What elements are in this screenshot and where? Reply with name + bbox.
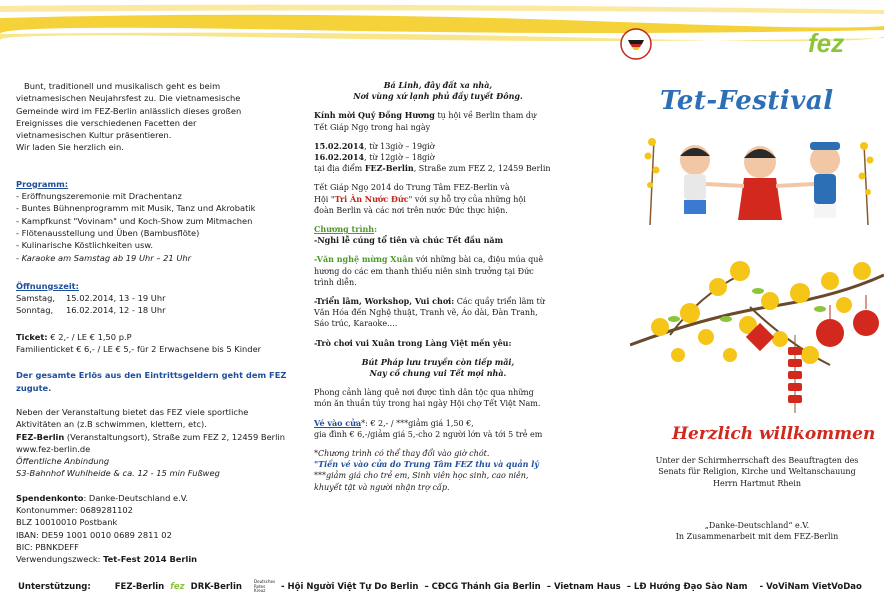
apricot-blossom-icon	[630, 235, 884, 415]
program-heading	[314, 224, 562, 235]
sponsor-item: DRK-Berlin	[190, 582, 242, 592]
konto-line: IBAN: DE59 1001 0010 0689 2811 02	[16, 529, 172, 540]
patronage-line: Senats für Religion, Kirche und Weltanschauung	[658, 467, 856, 477]
emblem-icon	[620, 28, 652, 60]
family-ticket: Familienticket € 6,- / LE € 5,- für 2 Erwachsene bis 5 Kinder	[16, 344, 262, 355]
poem-line: Bá Linh, đây đất xa nhà,	[383, 80, 493, 90]
sponsor-item: – LĐ Hướng Đạo Sào Nam	[626, 582, 748, 592]
list-item: - Kampfkunst "Vovinam" und Koch-Show zum Mitmachen	[16, 215, 253, 226]
invite-line2: Tết Giáp Ngọ trong hai ngày	[314, 122, 431, 132]
phong-canh-line: Phong cảnh làng quê nơi được tình dân tộc qua những	[314, 388, 534, 398]
intro-line: vietnamesischen Neujahrsfest zu. Die vietnamesische	[16, 93, 241, 104]
anbindung-line: S3-Bahnhof Wuhlheide & ca. 12 - 15 min Fußweg	[16, 468, 220, 479]
phong-canh-line: món ăn thuần túy trong hai ngày Hội chợ Tết Việt Nam.	[314, 399, 541, 409]
note-line: ***giảm giá cho trẻ em, Sinh viên học sinh, cao niên,	[314, 471, 529, 481]
date-rest: , từ 13giờ – 19giờ	[364, 141, 435, 151]
note-line: khuyết tật và người nhận trợ cấp.	[314, 482, 450, 492]
spenden-value: : Danke-Deutschland e.V.	[83, 492, 188, 503]
list-item: - Buntes Bühnenprogramm mit Musik, Tanz und Akrobatik	[16, 203, 256, 214]
opening-time: 15.02.2014, 13 - 19 Uhr	[66, 293, 166, 304]
org-pre: Hội "	[314, 194, 335, 204]
item-rest: với những bài ca, điệu múa quê	[413, 255, 544, 265]
patronage-text	[630, 455, 884, 489]
ticket-label: Ticket:	[16, 331, 48, 342]
patronage-line: Unter der Schirmherrschaft des Beauftragten des	[655, 456, 859, 465]
item-line: hương do các em thanh thiếu niên sinh trưởng tại Đức	[314, 266, 534, 276]
neben-line: Neben der Veranstaltung bietet das FEZ viele sportliche	[16, 406, 249, 417]
item-line: Văn Hóa đến Nghệ thuật, Tranh vẽ, Áo dài, Đàn Tranh,	[314, 308, 538, 318]
program-item	[314, 254, 562, 265]
sponsor-item: FEZ-Berlin	[114, 582, 165, 592]
intro-line: Wir laden Sie herzlich ein.	[16, 142, 124, 153]
opening-row	[16, 292, 298, 304]
vietnamese-column	[314, 80, 562, 493]
program-item	[314, 296, 562, 307]
list-item: - Karaoke am Samstag ab 19 Uhr – 21 Uhr	[16, 252, 192, 263]
ticket-line	[16, 331, 298, 343]
note-line: "Tiền vé vào cửa do Trung Tâm FEZ thu và quản lý	[314, 459, 539, 470]
drk-small-text	[254, 580, 275, 594]
opening-day: Sonntag,	[16, 305, 54, 316]
org-line: đoàn Berlin và các nơi trên nước Đức thực hiện.	[314, 205, 508, 215]
place-bold: FEZ-Berlin	[364, 163, 414, 174]
sponsor-item: - Hội Người Việt Tự Do Berlin	[281, 582, 419, 592]
german-column	[16, 80, 298, 566]
drk-word: Kreuz	[254, 588, 266, 594]
erloes-note: Der gesamte Erlös aus den Eintrittsgeldern geht dem FEZ zugute.	[16, 370, 287, 393]
drk-word: Deutsches	[254, 579, 276, 585]
partner-text	[630, 520, 884, 543]
item-rest: Các quầy triển lãm từ	[454, 297, 545, 307]
org-red: Tri Ân Nước Đức	[334, 193, 409, 204]
program-item: -Trò chơi vui Xuân trong Làng Việt mến yêu:	[314, 337, 512, 348]
date-bold: 16.02.2014	[314, 152, 365, 163]
intro-line: vietnamesischen Kultur präsentieren.	[16, 130, 172, 141]
org-line	[314, 194, 562, 205]
program-colon: :	[374, 224, 378, 235]
program-item: -Nghi lễ cúng tổ tiên và chúc Tết đầu năm	[314, 235, 504, 246]
date-line	[314, 152, 562, 163]
anbindung-line: Öffentliche Anbindung	[16, 456, 110, 467]
list-item: - Flötenausstellung und Üben (Bambusflöte)	[16, 227, 200, 238]
opening-day: Samstag,	[16, 293, 55, 304]
intro-text	[16, 80, 298, 92]
ticket-value: € 2,- / LE € 1,50 p.P	[47, 331, 132, 342]
org-line: Tết Giáp Ngọ 2014 do Trung Tâm FEZ-Berlin và	[314, 183, 510, 193]
invite-bold: Kính mời Quý Đồng Hương	[314, 110, 435, 121]
list-item: - Kulinarische Köstlichkeiten usw.	[16, 240, 153, 251]
item-line: trình diễn.	[314, 277, 357, 287]
partner-line: In Zusammenarbeit mit dem FEZ-Berlin	[675, 532, 839, 542]
konto-line: Kontonummer: 0689281102	[16, 505, 133, 516]
place-pre: tại địa điểm	[314, 164, 365, 174]
ticket-line	[314, 418, 562, 429]
neben-line: Aktivitäten an (z.B schwimmen, klettern, etc).	[16, 419, 207, 430]
date-bold: 15.02.2014	[314, 140, 365, 151]
spendenkonto	[16, 492, 298, 504]
programm-list	[16, 190, 298, 264]
fez-address-rest: (Veranstaltungsort), Straße zum FEZ 2, 12459 Berlin	[64, 431, 285, 442]
footer-label: Unterstützung:	[18, 582, 91, 592]
fez-small-logo: fez	[170, 582, 185, 592]
intro-line: Gemeinde wird im FEZ-Berlin anlässlich dieses großen	[16, 105, 242, 116]
fez-address-name: FEZ-Berlin	[16, 431, 65, 442]
website-link[interactable]: www.fez-berlin.de	[16, 443, 91, 454]
zweck-label: Verwendungszweck:	[16, 554, 104, 565]
children-illustration-icon	[640, 130, 880, 230]
item-bold: -Văn nghệ mừng Xuân	[314, 254, 414, 265]
zweck-value: Tet-Fest 2014 Berlin	[103, 554, 198, 565]
patronage-line: Herrn Hartmut Rhein	[713, 478, 801, 488]
opening-time: 16.02.2014, 12 - 18 Uhr	[66, 305, 166, 316]
program-title: Chương trình	[314, 224, 375, 235]
welcome-heading: Herzlich willkommen	[672, 424, 876, 444]
oeffnung-heading: Öffnungszeit:	[16, 280, 79, 291]
intro-line: Bunt, traditionell und musikalisch geht es beim	[24, 81, 221, 91]
drk-word: Rotes	[254, 583, 266, 589]
spenden-label: Spendenkonto	[16, 492, 84, 503]
zweck-line	[16, 553, 298, 565]
place-line	[314, 163, 562, 174]
sponsor-item: - VoViNam VietVoDao	[759, 582, 862, 592]
item-bold: -Triển lãm, Workshop, Vui chơi:	[314, 296, 455, 307]
poem-line: Nơi vùng xứ lạnh phủ đầy tuyết Đông.	[353, 91, 523, 102]
invite-line	[314, 110, 562, 121]
list-item: - Eröffnungszeremonie mit Drachentanz	[16, 191, 182, 202]
ticket-line2: gia đình € 6,-/giảm giá 5,-cho 2 người lớn và tới 5 trẻ em	[314, 429, 543, 439]
fez-logo: fez	[808, 28, 845, 58]
header-banner	[0, 0, 884, 62]
date-rest: , từ 12giờ – 18giờ	[364, 153, 435, 163]
sponsor-footer	[18, 580, 868, 594]
konto-line: BLZ 10010010 Postbank	[16, 517, 118, 528]
invite-rest: tụ hội về Berlin tham dự	[434, 111, 537, 121]
place-rest: , Straße zum FEZ 2, 12459 Berlin	[413, 164, 551, 174]
festival-title: Tet-Festival	[660, 86, 834, 116]
opening-row	[16, 304, 298, 316]
ve-label: Vé vào cửa	[314, 417, 362, 428]
poem-line: Nay cố chung vui Tết mọi nhà.	[369, 368, 507, 379]
fez-address	[16, 431, 298, 443]
partner-line: „Danke-Deutschland“ e.V.	[704, 521, 810, 530]
note-line: *Chương trình có thể thay đổi vào giờ chót.	[314, 449, 490, 459]
org-post: " với sự hỗ trợ của những hội	[408, 194, 526, 204]
konto-line: BIC: PBNKDEFF	[16, 541, 79, 552]
sponsor-item: – Vietnam Haus	[546, 582, 621, 592]
ve-rest: *: € 2,- / ***giảm giá 1,50 €,	[361, 418, 474, 428]
intro-line: Ereignisses die verschiedenen Facetten der	[16, 117, 197, 128]
poem-line: Bút Pháp lưu truyền còn tiếp mãi,	[361, 356, 515, 367]
item-line: Sáo trúc, Karaoke....	[314, 319, 398, 329]
date-line	[314, 141, 562, 152]
programm-heading: Programm:	[16, 178, 69, 189]
sponsor-item: – CĐCG Thánh Gia Berlin	[424, 582, 541, 592]
